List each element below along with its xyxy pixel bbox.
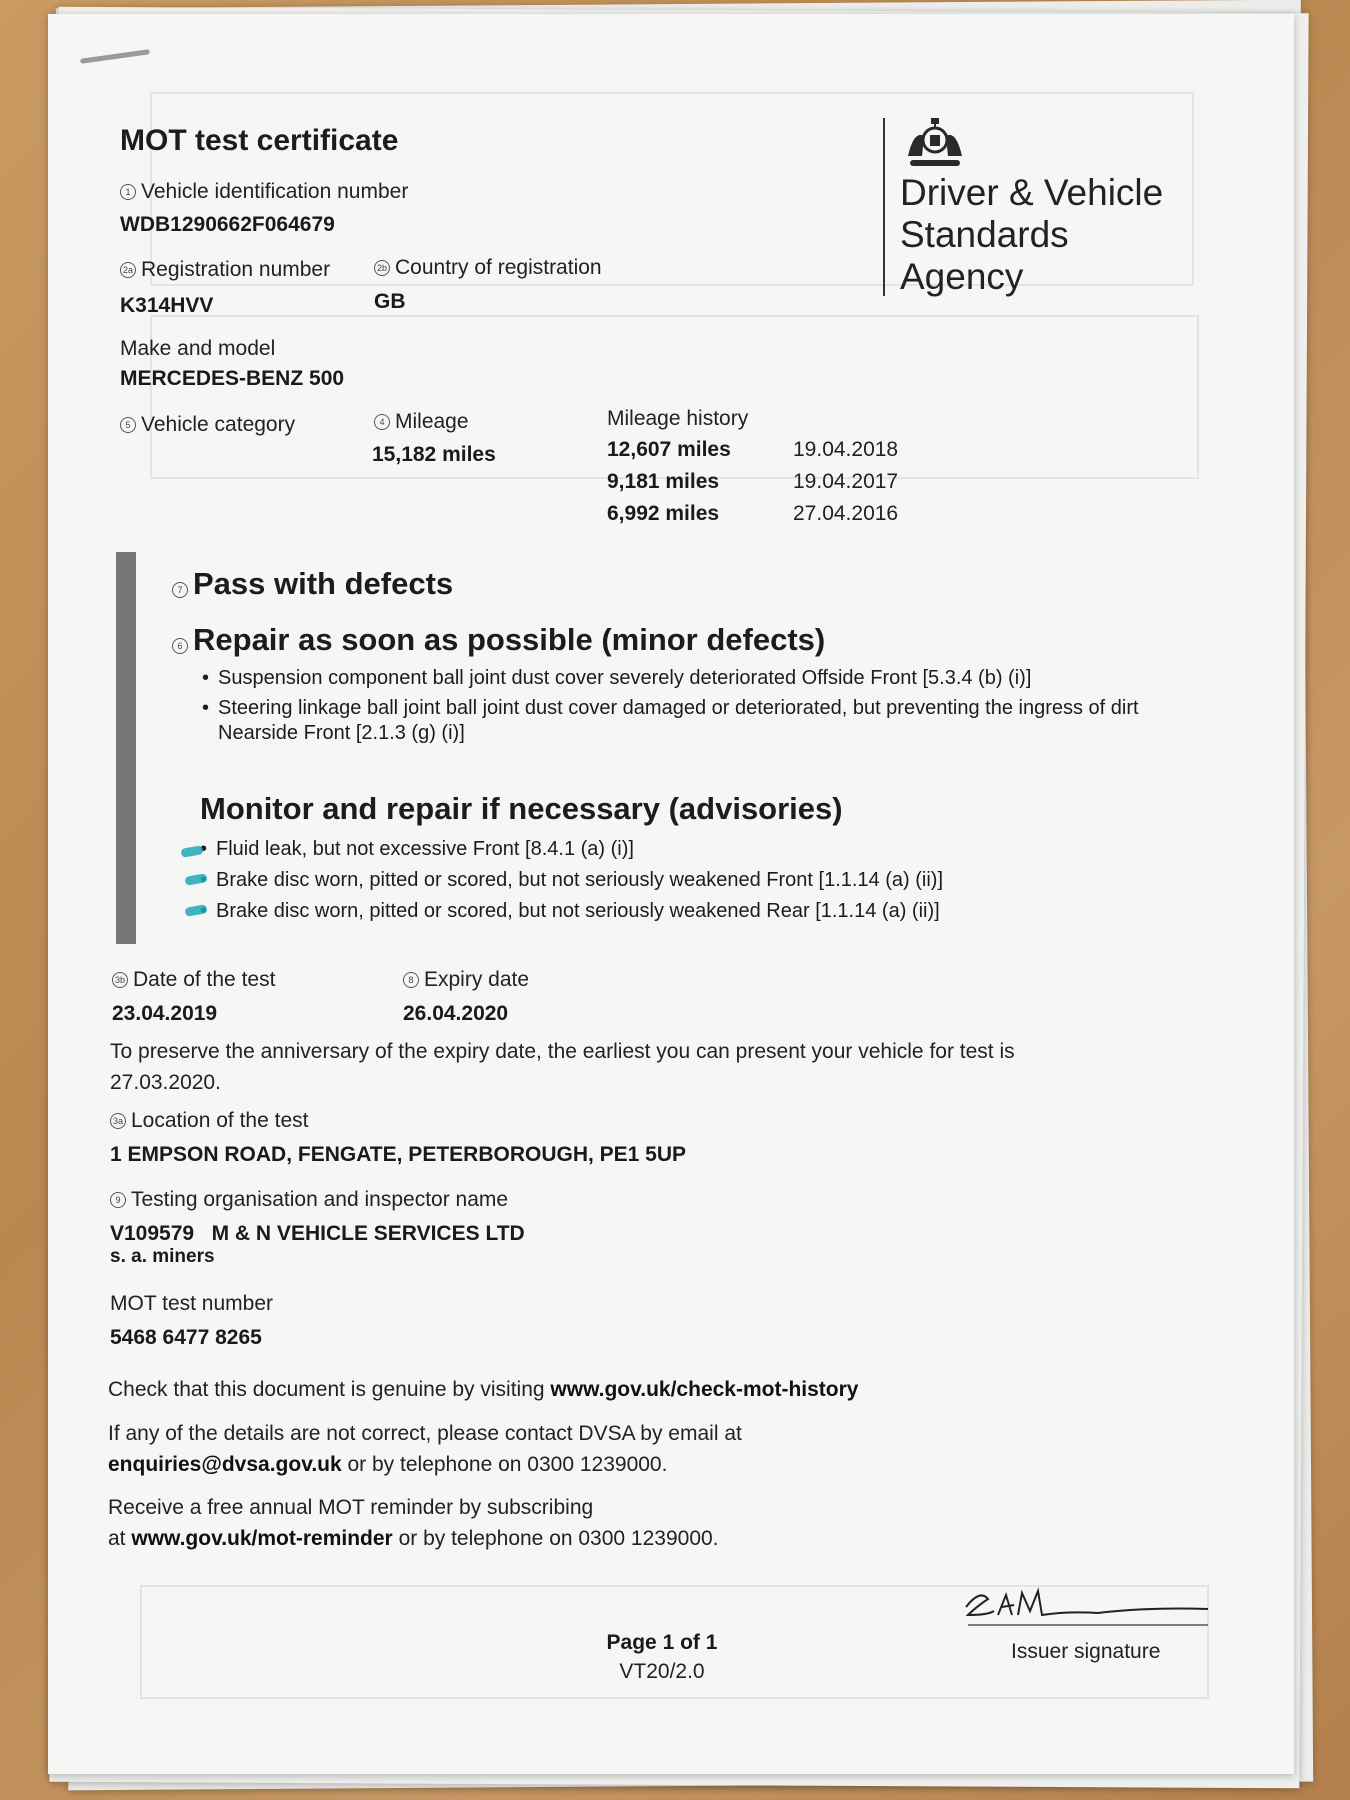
mileage-history-row: 9,181 miles 19.04.2017 <box>607 470 899 493</box>
mot-reminder-link[interactable]: www.gov.uk/mot-reminder <box>131 1527 393 1550</box>
mileage-value: 15,182 miles <box>372 443 496 466</box>
make-model-label: Make and model <box>120 337 276 360</box>
field-number: 9 <box>110 1192 126 1208</box>
vehicle-category-label: 5 Vehicle category <box>120 413 295 437</box>
country-label: 2b Country of registration <box>374 256 602 280</box>
expiry-date-value: 26.04.2020 <box>403 1002 509 1025</box>
field-number: 5 <box>120 417 136 433</box>
registration-label: 2a Registration number <box>120 258 330 282</box>
advisories-heading: Monitor and repair if necessary (advisories) <box>200 791 843 826</box>
advisory-item: • Fluid leak, but not excessive Front [8.4.1 (a) (i)] <box>200 837 1150 868</box>
royal-crest-icon <box>900 116 970 172</box>
test-number-label: MOT test number <box>110 1292 273 1315</box>
field-number: 3b <box>112 972 128 988</box>
advisories-list <box>200 837 1150 930</box>
tester-label: 9 Testing organisation and inspector name <box>110 1188 508 1212</box>
genuine-check-text: Check that this document is genuine by visiting www.gov.uk/check-mot-history <box>108 1378 859 1401</box>
minor-defects-list <box>202 666 1152 746</box>
agency-line-1: Driver & Vehicle <box>900 172 1164 213</box>
agency-name <box>900 172 1163 298</box>
field-number: 3a <box>110 1113 126 1129</box>
org-code: V109579 <box>110 1222 195 1245</box>
issuer-signature <box>958 1585 1218 1635</box>
advisory-item: • Brake disc worn, pitted or scored, but not seriously weakened Rear [1.1.14 (a) (ii)] <box>200 899 1150 930</box>
reminder-text: Receive a free annual MOT reminder by subscribing at www.gov.uk/mot-reminder or by telephone on 0300 1239000. <box>108 1496 719 1550</box>
inspector-name: s. a. miners <box>110 1246 215 1267</box>
test-date-value: 23.04.2019 <box>112 1002 218 1025</box>
location-label: 3a Location of the test <box>110 1109 308 1133</box>
test-date-label: 3b Date of the test <box>112 968 275 992</box>
advisory-item: • Brake disc worn, pitted or scored, but not seriously weakened Front [1.1.14 (a) (ii)] <box>200 868 1150 899</box>
check-mot-link[interactable]: www.gov.uk/check-mot-history <box>550 1378 859 1401</box>
mileage-history-row: 12,607 miles 19.04.2018 <box>607 438 899 461</box>
vin-value: WDB1290662F064679 <box>120 213 335 236</box>
location-value: 1 EMPSON ROAD, FENGATE, PETERBOROUGH, PE1 5UP <box>110 1143 687 1166</box>
field-number: 8 <box>403 972 419 988</box>
make-model-value: MERCEDES-BENZ 500 <box>120 367 345 390</box>
field-number: 2a <box>120 262 136 278</box>
mileage-label: 4 Mileage <box>374 410 469 434</box>
mileage-history-label: Mileage history <box>607 407 749 430</box>
anniversary-note: To preserve the anniversary of the expiry date, the earliest you can present your vehicle for test is 27.03.2020. <box>110 1040 1015 1094</box>
agency-divider <box>883 118 885 296</box>
registration-value: K314HVV <box>120 294 214 317</box>
field-number: 2b <box>374 260 390 276</box>
tester-org <box>110 1222 525 1246</box>
page-number: Page 1 of 1 <box>606 1631 718 1654</box>
test-number-value: 5468 6477 8265 <box>110 1326 262 1349</box>
org-name: M & N VEHICLE SERVICES LTD <box>211 1222 525 1245</box>
field-number: 1 <box>120 184 136 200</box>
field-number: 6 <box>172 638 188 654</box>
result-section-bar <box>116 552 136 944</box>
field-number: 4 <box>374 414 390 430</box>
form-code: VT20/2.0 <box>619 1660 705 1683</box>
minor-defects-heading: 6 Repair as soon as possible (minor defects) <box>172 622 825 658</box>
agency-line-3: Agency <box>900 256 1024 297</box>
page-title: MOT test certificate <box>120 124 399 157</box>
mileage-history-row: 6,992 miles 27.04.2016 <box>607 502 899 525</box>
defect-item: • Steering linkage ball joint ball joint dust cover damaged or deteriorated, but preventing the ingress of dirt Nearside Front [2.1.3 (g) (i)] <box>202 696 1152 746</box>
agency-line-2: Standards <box>900 214 1069 255</box>
expiry-date-label: 8 Expiry date <box>403 968 529 992</box>
country-value: GB <box>374 290 406 313</box>
mileage-history-list <box>607 438 937 534</box>
contact-email-link[interactable]: enquiries@dvsa.gov.uk <box>108 1453 342 1476</box>
field-number: 7 <box>172 582 188 598</box>
contact-text: If any of the details are not correct, please contact DVSA by email at enquiries@dvsa.gov.uk or by telephone on 0300 1239000. <box>108 1422 742 1476</box>
signature-label: Issuer signature <box>1011 1640 1161 1663</box>
result-status: 7 Pass with defects <box>172 566 453 602</box>
vin-label: 1 Vehicle identification number <box>120 180 408 204</box>
defect-item: • Suspension component ball joint dust cover severely deteriorated Offside Front [5.3.4 (b) (i)] <box>202 666 1152 691</box>
